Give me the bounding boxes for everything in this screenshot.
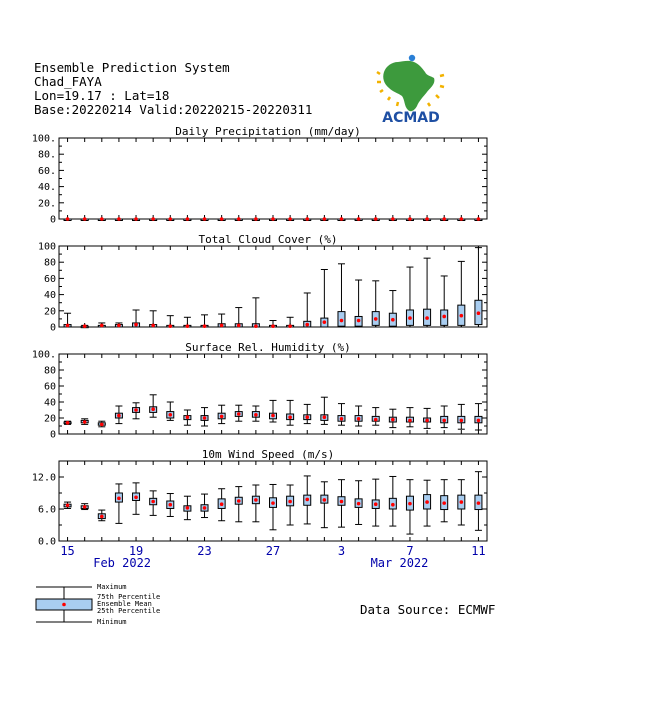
- x-tick-label: 11: [471, 544, 486, 558]
- mean-marker: [391, 217, 395, 221]
- mean-marker: [117, 217, 121, 221]
- mean-marker: [340, 500, 344, 504]
- mean-marker: [460, 314, 464, 318]
- header-line-2: Chad_FAYA: [34, 74, 102, 89]
- x-tick-label: 15: [60, 544, 75, 558]
- mean-marker: [425, 419, 429, 423]
- mean-marker: [186, 324, 190, 328]
- mean-marker: [288, 217, 292, 221]
- y-tick-label: 100.: [31, 349, 56, 361]
- mean-marker: [151, 407, 155, 411]
- mean-marker: [357, 417, 361, 421]
- mean-marker: [305, 323, 309, 327]
- mean-marker: [425, 217, 429, 221]
- mean-marker: [374, 502, 378, 506]
- y-tick-label: 60: [43, 381, 56, 393]
- mean-marker: [288, 500, 292, 504]
- mean-marker: [271, 501, 275, 505]
- y-tick-label: 40.: [37, 182, 56, 194]
- mean-marker: [186, 415, 190, 419]
- y-tick-label: 20: [43, 306, 56, 318]
- mean-marker: [151, 500, 155, 504]
- y-tick-label: 60.: [37, 165, 56, 177]
- mean-marker: [168, 217, 172, 221]
- mean-marker: [220, 217, 224, 221]
- mean-marker: [477, 419, 481, 423]
- mean-marker: [357, 217, 361, 221]
- mean-marker: [151, 217, 155, 221]
- y-tick-label: 6.0: [37, 504, 56, 516]
- mean-marker: [220, 415, 224, 419]
- logo-text: ACMAD: [382, 110, 440, 126]
- mean-marker: [66, 421, 70, 425]
- mean-marker: [83, 324, 87, 328]
- mean-marker: [117, 497, 121, 501]
- mean-marker: [254, 324, 258, 328]
- header-line-3: Lon=19.17 : Lat=18: [34, 88, 170, 103]
- x-month-label: Feb 2022: [93, 556, 152, 570]
- legend-label-p25: 25th Percentile: [97, 607, 161, 615]
- mean-marker: [357, 319, 361, 323]
- mean-marker: [323, 320, 327, 324]
- y-tick-label: 20: [43, 413, 56, 425]
- mean-marker: [271, 217, 275, 221]
- mean-marker: [271, 414, 275, 418]
- panel-title: Daily Precipitation (mm/day): [175, 125, 361, 138]
- mean-marker: [374, 217, 378, 221]
- mean-marker: [134, 495, 138, 499]
- mean-marker: [288, 324, 292, 328]
- mean-marker: [220, 324, 224, 328]
- legend-label-mean: Ensemble Mean: [97, 600, 152, 608]
- mean-marker: [305, 415, 309, 419]
- mean-marker: [460, 419, 464, 423]
- mean-marker: [391, 503, 395, 507]
- mean-marker: [340, 217, 344, 221]
- mean-marker: [237, 499, 241, 503]
- mean-marker: [203, 324, 207, 328]
- y-tick-label: 40: [43, 290, 56, 302]
- mean-marker: [340, 417, 344, 421]
- mean-marker: [271, 324, 275, 328]
- mean-marker: [134, 408, 138, 412]
- mean-marker: [66, 503, 70, 507]
- x-month-label: Mar 2022: [370, 556, 429, 570]
- panel-title: Surface Rel. Humidity (%): [185, 341, 351, 354]
- mean-marker: [237, 217, 241, 221]
- header-line-1: Ensemble Prediction System: [34, 60, 230, 75]
- legend-mean-marker: [62, 603, 66, 607]
- y-tick-label: 0: [49, 429, 56, 441]
- x-tick-label: 3: [337, 544, 346, 558]
- mean-marker: [340, 319, 344, 323]
- y-tick-label: 80: [43, 365, 56, 377]
- mean-marker: [83, 505, 87, 509]
- mean-marker: [168, 503, 172, 507]
- mean-marker: [391, 418, 395, 422]
- x-tick-label: 19: [128, 544, 144, 558]
- mean-marker: [186, 217, 190, 221]
- mean-marker: [408, 502, 412, 506]
- legend-label-p75: 75th Percentile: [97, 593, 161, 601]
- mean-marker: [100, 217, 104, 221]
- mean-marker: [100, 324, 104, 328]
- mean-marker: [477, 217, 481, 221]
- mean-marker: [151, 324, 155, 328]
- mean-marker: [374, 317, 378, 321]
- header-line-4: Base:20220214 Valid:20220215-20220311: [34, 102, 313, 117]
- y-tick-label: 0: [49, 214, 56, 226]
- mean-marker: [408, 316, 412, 320]
- panel-frame: [59, 138, 487, 219]
- mean-marker: [425, 500, 429, 504]
- mean-marker: [374, 418, 378, 422]
- mean-marker: [323, 498, 327, 502]
- mean-marker: [203, 506, 207, 510]
- x-tick-label: 23: [197, 544, 212, 558]
- mean-marker: [237, 324, 241, 328]
- legend-label-max: Maximum: [97, 583, 127, 591]
- mean-marker: [323, 415, 327, 419]
- mean-marker: [168, 324, 172, 328]
- mean-marker: [408, 419, 412, 423]
- mean-marker: [117, 414, 121, 418]
- mean-marker: [100, 515, 104, 519]
- mean-marker: [460, 500, 464, 504]
- africa-map-logo-icon: [377, 55, 444, 126]
- mean-marker: [254, 498, 258, 502]
- mean-marker: [391, 318, 395, 322]
- mean-marker: [477, 501, 481, 505]
- panel-frame: [59, 246, 487, 327]
- y-tick-label: 40: [43, 397, 56, 409]
- mean-marker: [203, 416, 207, 420]
- mean-marker: [288, 415, 292, 419]
- mean-marker: [442, 217, 446, 221]
- mean-marker: [442, 315, 446, 319]
- mean-marker: [203, 217, 207, 221]
- mean-marker: [425, 316, 429, 320]
- legend-label-min: Minimum: [97, 618, 127, 626]
- data-source-note: Data Source: ECMWF: [360, 602, 496, 617]
- mean-marker: [66, 324, 70, 328]
- mean-marker: [83, 217, 87, 221]
- y-tick-label: 0: [49, 322, 56, 334]
- mean-marker: [408, 217, 412, 221]
- panel-title: 10m Wind Speed (m/s): [201, 448, 335, 461]
- panel-title: Total Cloud Cover (%): [198, 233, 338, 246]
- y-tick-label: 0.0: [37, 536, 56, 548]
- mean-marker: [220, 502, 224, 506]
- mean-marker: [323, 217, 327, 221]
- y-tick-label: 12.0: [31, 472, 56, 484]
- mean-marker: [305, 217, 309, 221]
- y-tick-label: 20.: [37, 198, 56, 210]
- mean-marker: [460, 217, 464, 221]
- mean-marker: [442, 419, 446, 423]
- mean-marker: [305, 498, 309, 502]
- mean-marker: [83, 420, 87, 424]
- y-tick-label: 80: [43, 257, 56, 269]
- mean-marker: [100, 423, 104, 427]
- mean-marker: [237, 412, 241, 416]
- mean-marker: [357, 502, 361, 506]
- y-tick-label: 100: [37, 241, 56, 253]
- y-tick-label: 100.: [31, 133, 56, 145]
- y-tick-label: 60: [43, 273, 56, 285]
- mean-marker: [134, 217, 138, 221]
- chart-legend: [36, 583, 160, 626]
- mean-marker: [254, 413, 258, 417]
- y-tick-label: 80.: [37, 149, 56, 161]
- chart-panels: [32, 125, 487, 570]
- mean-marker: [186, 506, 190, 510]
- mean-marker: [477, 311, 481, 315]
- mean-marker: [254, 217, 258, 221]
- x-tick-label: 27: [265, 544, 281, 558]
- mean-marker: [117, 324, 121, 328]
- x-tick-label: 7: [406, 544, 414, 558]
- mean-marker: [134, 323, 138, 327]
- mean-marker: [442, 501, 446, 505]
- mean-marker: [66, 217, 70, 221]
- mean-marker: [168, 413, 172, 417]
